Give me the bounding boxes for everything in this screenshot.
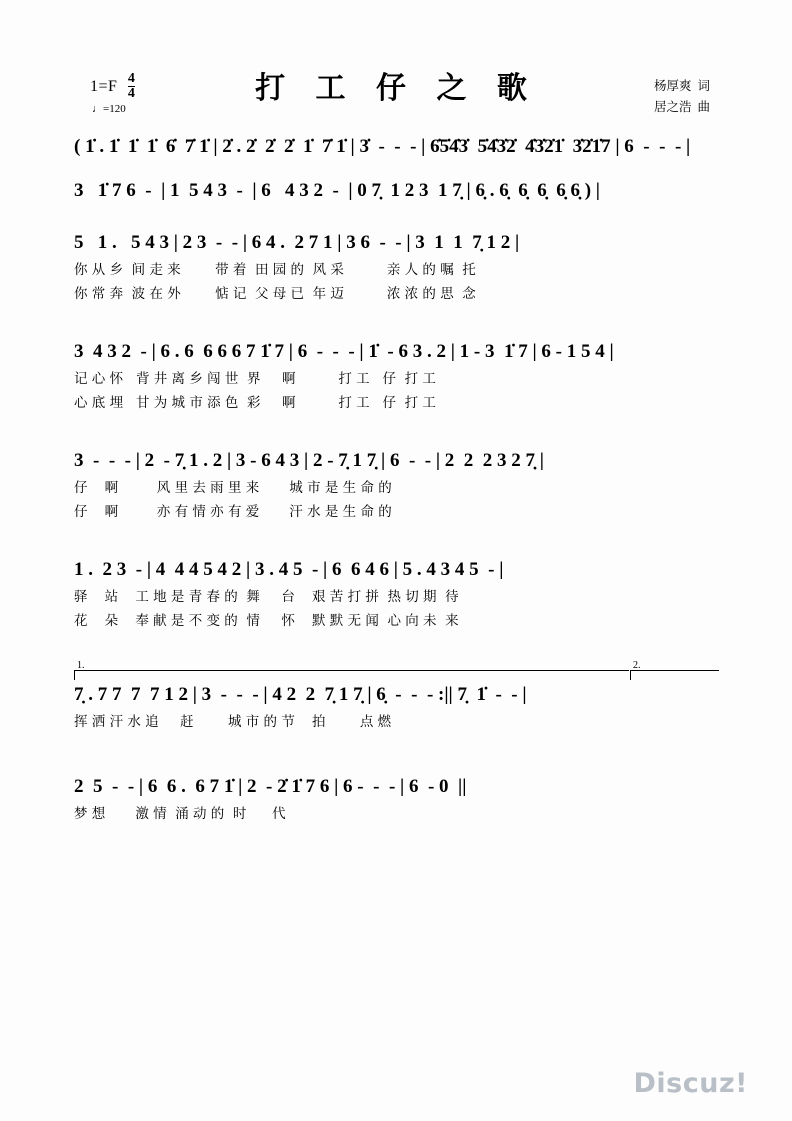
music-system-3 xyxy=(74,228,718,306)
score-header xyxy=(0,55,792,135)
music-system-8 xyxy=(74,772,718,826)
first-ending-line xyxy=(74,670,629,680)
lyric-line-verse-2: 心 底 埋 甘 为 城 市 添 色 彩 啊 打 工 仔 打 工 xyxy=(74,395,436,411)
music-system-6 xyxy=(74,555,718,633)
second-ending-label: 2. xyxy=(633,660,641,671)
music-system-4 xyxy=(74,337,718,415)
lyric-line-verse-1: 你 从 乡 间 走 来 带 着 田 园 的 风 采 亲 人 的 嘱 托 xyxy=(74,262,476,278)
composer-line xyxy=(654,96,710,117)
lyricist-role: 词 xyxy=(697,78,710,93)
lyric-line-verse-2: 仔 啊 亦 有 情 亦 有 爱 汗 水 是 生 命 的 xyxy=(74,504,392,520)
lyric-line-verse-2: 你 常 奔 波 在 外 惦 记 父 母 已 年 迈 浓 浓 的 思 念 xyxy=(74,286,476,302)
music-system-5 xyxy=(74,446,718,524)
music-system-2 xyxy=(74,176,718,206)
notation-line: 7̣ . 7 7 7 7 1 2 | 3 - - - | 4 2 2 7̣ 1 7̣ | 6̣ - - - :|| 7̣ 1̇ - - | xyxy=(74,684,527,705)
composer-role: 曲 xyxy=(697,99,710,115)
notation-line: 3 4 3 2 - | 6 . 6 6 6 6 7 1̇ 7 | 6 - - - | 1̇ - 6 3 . 2 | 1 - 3 1̇ 7 | 6 - 1 5 4 | xyxy=(74,341,614,362)
first-ending-bracket xyxy=(74,662,628,678)
notation-line: 2 5 - - | 6 6 . 6 7 1̇ | 2 - 2̇ 1̇ 7 6 | 6 - - - | 6 - 0 || xyxy=(74,776,467,797)
music-system-7 xyxy=(74,662,718,734)
first-ending-label: 1. xyxy=(77,660,85,671)
notation-line: 5 1 . 5 4 3 | 2 3 - - | 6 4 . 2 7 1 | 3 6 - - | 3 1 1 7̣ 1 2 | xyxy=(74,232,520,253)
page-title: 打 工 仔 之 歌 xyxy=(255,71,537,106)
lyric-line-verse-1: 梦 想 激 情 涌 动 的 时 代 xyxy=(74,806,286,822)
credits xyxy=(654,75,710,118)
lyricist-name: 杨厚爽 xyxy=(653,78,692,93)
lyric-line-verse-2: 花 朵 奉 献 是 不 变 的 情 怀 默 默 无 闻 心 向 未 来 xyxy=(74,613,459,629)
composer-name: 居之浩 xyxy=(653,99,692,115)
notation-line: 1 . 2 3 - | 4 4 4 5 4 2 | 3 . 4 5 - | 6 6 4 6 | 5 . 4 3 4 5 - | xyxy=(74,559,504,580)
time-signature-denominator: 4 xyxy=(127,86,136,101)
lyricist-line xyxy=(654,75,710,96)
time-signature-numerator: 4 xyxy=(127,71,136,86)
lyric-line-verse-1: 仔 啊 风 里 去 雨 里 来 城 市 是 生 命 的 xyxy=(74,480,392,496)
notation-line: 3 - - - | 2 - 7̣ 1 . 2 | 3 - 6 4 3 | 2 - 7̣ 1 7̣ | 6 - - | 2 2 2 3 2 7̣ | xyxy=(74,450,544,471)
watermark: Discuz! xyxy=(633,1068,748,1099)
lyric-line-verse-1: 挥 洒 汗 水 追 赶 城 市 的 节 拍 点 燃 xyxy=(74,714,392,730)
lyric-line-verse-1: 记 心 怀 背 井 离 乡 闯 世 界 啊 打 工 仔 打 工 xyxy=(74,371,436,387)
notation-line: ( 1̇ . 1̇ 1̇ 1̇ 6̇ 7̇ 1̇ | 2̇ . 2̇ 2̇ 2̇ 1̇ 7̇ 1̇ | 3̇ - - - | 6̇5̇4̇3̇ 5̇4̇3̇2̇ 4̇3̇2̇1̇ 3̇2̇1̇7 | 6 - - - | xyxy=(74,136,691,157)
second-ending-line xyxy=(630,670,719,680)
notation-line: 3 1̇ 7 6 - | 1 5 4 3 - | 6 4 3 2 - | 0 7̣ 1 2 3 1 7̣ | 6̣ . 6̣ 6̣ 6̣ 6̣ 6̣ ) | xyxy=(74,180,600,201)
key-signature-text: 1=F xyxy=(90,78,118,96)
second-ending-bracket xyxy=(630,662,718,678)
tempo-marking: ♩=120 xyxy=(92,103,126,115)
music-system-1 xyxy=(74,132,718,162)
lyric-line-verse-1: 驿 站 工 地 是 青 春 的 舞 台 艰 苦 打 拼 热 切 期 待 xyxy=(74,589,459,605)
